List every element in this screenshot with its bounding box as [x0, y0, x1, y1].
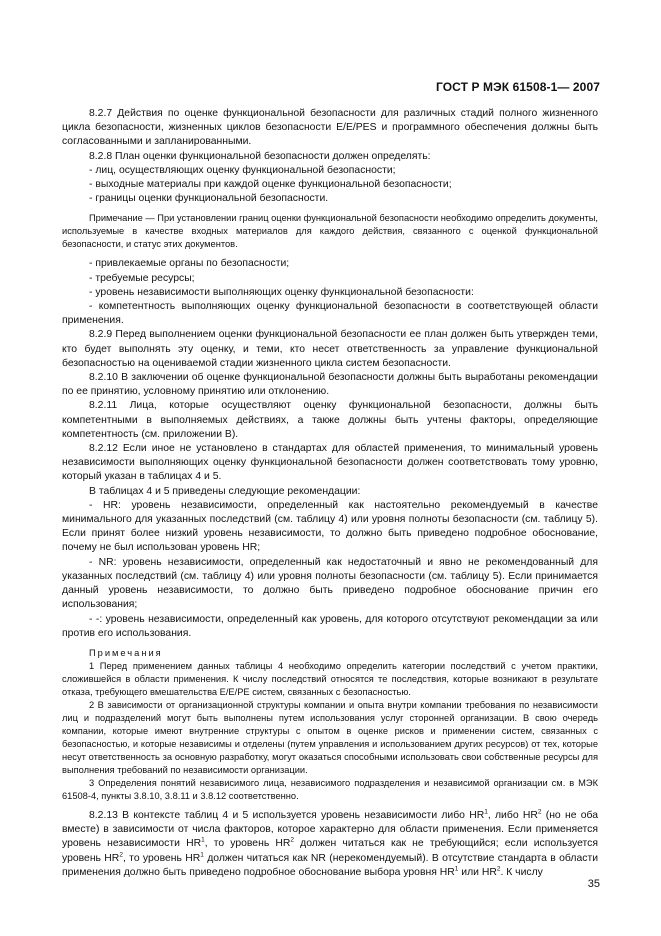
page-number: 35 — [587, 878, 600, 890]
list-item: - границы оценки функциональной безопасности. — [89, 193, 329, 205]
clause-8-2-12: 8.2.12 Если иное не установлено в стандартах для областей применения, то минимальный уровень независимости выполняющих оценку функциональной безопасности должен соответствовать тому уровню, который указан в таблицах 4 и 5. — [62, 443, 598, 483]
clause-8-2-11: 8.2.11 Лица, которые осуществляют оценку функциональной безопасности, должны быть компетентными в выполняемых действиях, а также должны быть учтены факторы, определяющие компетентность (см. приложении В). — [62, 400, 598, 440]
note-2: 2 В зависимости от организационной структуры компании и опыта внутри компании требования по независимости лиц и подразделений могут быть выполнены путем использования услуг сторонней организации. В свою очередь компании, которые имеют внутренние структуры с опытом в оценке рисков и применении систем, связанных с безопасностью, и которые независимы и отделены (путем управления и использованием других ресурсов) от тех, которые несут ответственность за основную разработку, могут оказаться способными использовать свои собственные ресурсы для выполнения требований по независимости организации. — [62, 699, 598, 775]
clause-8-2-13: 8.2.13 В контексте таблиц 4 и 5 используется уровень независимости либо $HR^1$, либо $HR^2$ (но не оба вместе) в зависимости от числа факторов, которое характерно для области применения. Если применяется уровень независимости $HR^1$, то уровень $HR^2$ должен читаться как не требующийся; если используется уровень $HR^2$, то уровень $HR^1$ должен читаться как NR (нерекомендуемый). В отсутствие стандарта в области применения должно быть приведено подробное обоснование выбора уровня $HR^1$ или $HR^2$. К числу — [62, 808, 599, 878]
clause-8-2-7: 8.2.7 Действия по оценке функциональной безопасности для различных стадий полного жизненного цикла безопасности, жизненных циклов безопасности E/E/PES и программного обеспечения должны быть согласованными и запланированными. — [62, 108, 598, 148]
document-code: ГОСТ Р МЭК 61508-1— 2007 — [435, 80, 600, 94]
list-item: - уровень независимости выполняющих оценку функциональной безопасности: — [89, 286, 474, 298]
clause-8-2-8: 8.2.8 План оценки функциональной безопасности должен определять: — [89, 150, 431, 162]
list-item: - привлекаемые органы по безопасности; — [89, 258, 290, 270]
recommendation-none: - -: уровень независимости, определенный как уровень, для которого отсутствуют рекомендации за или против его использования. — [62, 613, 598, 639]
recommendation-nr: - NR: уровень независимости, определенный как недостаточный и явно не рекомендованный для указанных последствий (см. таблицу 4) или уровня полноты безопасности (см. таблицу 5). Если принимается данный уровень независимости, то должно быть приведено подробное обоснование причин его использования; — [62, 556, 598, 611]
recommendation-hr: - HR: уровень независимости, определенный как настоятельно рекомендуемый в качестве минимального для указанных последствий (см. таблицу 4) или уровня полноты безопасности (см. таблицу 5). Если принят более низкий уровень независимости, то должно быть приведено подробное обоснование, почему не был использован уровень HR; — [62, 499, 598, 554]
clause-8-2-9: 8.2.9 Перед выполнением оценки функциональной безопасности ее план должен быть утвержден теми, кто будет выполнять эту оценку, и теми, кто несет ответственность за управление функциональной безопасностью на оцениваемой стадии жизненного цикла систем безопасности. — [62, 329, 598, 369]
clause-8-2-10: 8.2.10 В заключении об оценке функциональной безопасности должны быть выработаны рекомендации по ее принятию, условному принятию или отклонению. — [62, 372, 598, 398]
note-3: 3 Определения понятий независимого лица, независимого подразделения и независимой организации см. в МЭК 61508-4, пункты 3.8.10, 3.8.11 и 3.8.12 соответственно. — [62, 777, 598, 801]
list-item: - выходные материалы при каждой оценке функциональной безопасности; — [89, 179, 452, 191]
list-item: - лиц, осуществляющих оценку функциональной безопасности; — [89, 164, 396, 176]
list-item: - компетентность выполняющих оценку функциональной безопасности в соответствующей области применения. — [62, 301, 598, 327]
note-1: 1 Перед применением данных таблицы 4 необходимо определить категории последствий с учетом практики, сложившейся в области применения. К числу последствий относятся те последствия, которые возникают в результате отказа, требующего вмешательства E/E/PE систем, связанных с безопасностью. — [62, 660, 598, 697]
note: Примечание — При установлении границ оценки функциональной безопасности необходимо определить документы, используемые в качестве входных материалов для каждого действия, связанного с оценкой функциональной безопасности, и статус этих документов. — [62, 213, 598, 250]
page-body — [62, 107, 598, 880]
list-item: - требуемые ресурсы; — [89, 272, 195, 284]
notes-heading: Примечания — [89, 647, 163, 658]
recommendations-intro: В таблицах 4 и 5 приведены следующие рекомендации: — [89, 485, 361, 497]
